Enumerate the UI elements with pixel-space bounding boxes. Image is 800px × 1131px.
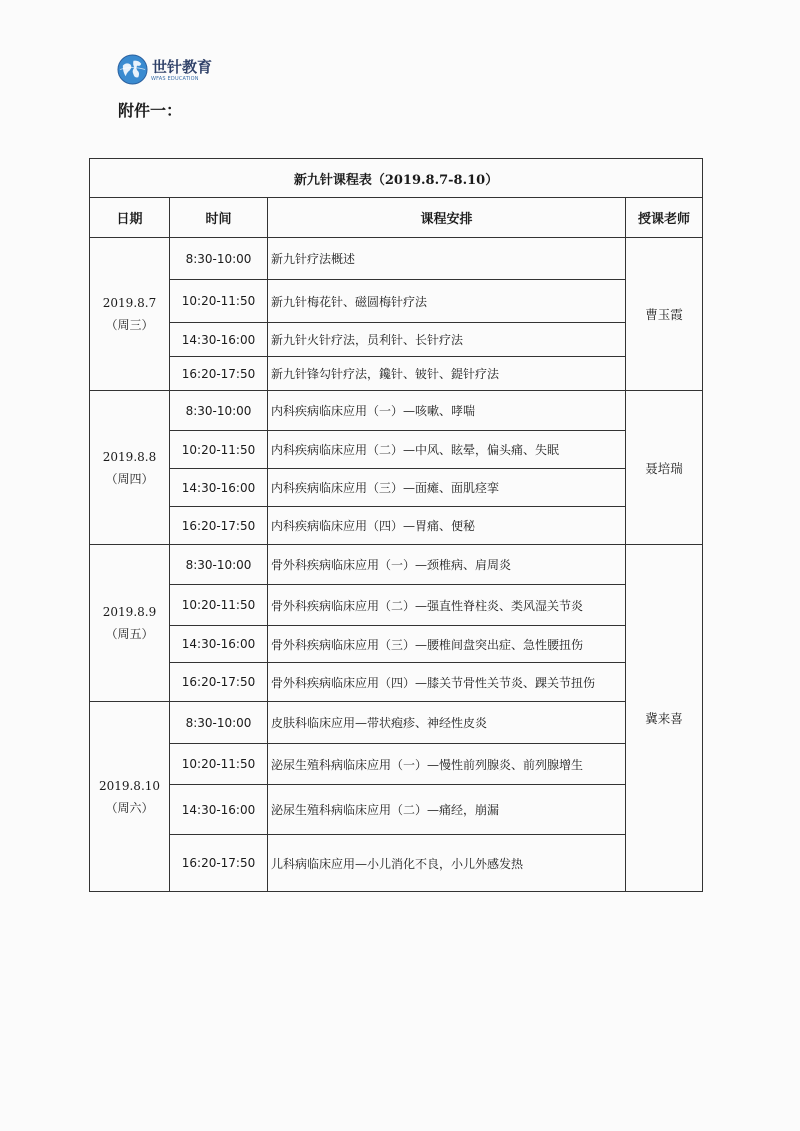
teacher-cell: 聂培瑞 (626, 391, 703, 545)
course-cell: 皮肤科临床应用—带状疱疹、神经性皮炎 (268, 702, 626, 744)
teacher-cell: 曹玉霞 (626, 238, 703, 391)
time-cell: 10:20-11:50 (170, 744, 268, 785)
course-cell: 新九针火针疗法，员利针、长针疗法 (268, 323, 626, 357)
table-row (90, 469, 703, 507)
table-row (90, 785, 703, 835)
column-header-teacher: 授课老师 (626, 198, 703, 238)
table-row (90, 545, 703, 585)
table-row (90, 357, 703, 391)
date-cell (90, 702, 170, 892)
course-cell: 骨外科疾病临床应用（一）—颈椎病、肩周炎 (268, 545, 626, 585)
course-cell: 内科疾病临床应用（三）—面瘫、面肌痉挛 (268, 469, 626, 507)
table-row (90, 280, 703, 323)
weekday-text: （周五） (105, 627, 154, 641)
table-row (90, 585, 703, 626)
time-cell: 8:30-10:00 (170, 238, 268, 280)
date-text: 2019.8.10 (98, 778, 161, 793)
time-cell: 8:30-10:00 (170, 702, 268, 744)
table-row (90, 391, 703, 431)
time-cell: 8:30-10:00 (170, 545, 268, 585)
date-cell (90, 391, 170, 545)
table-row (90, 507, 703, 545)
logo-subtext: WFAS EDUCATION (151, 76, 199, 82)
time-cell: 14:30-16:00 (170, 626, 268, 663)
table-title-row (90, 159, 703, 198)
course-cell: 泌尿生殖科病临床应用（二）—痛经，崩漏 (268, 785, 626, 835)
course-cell: 骨外科疾病临床应用（四）—膝关节骨性关节炎、踝关节扭伤 (268, 663, 626, 702)
time-cell: 14:30-16:00 (170, 785, 268, 835)
course-cell: 泌尿生殖科病临床应用（一）—慢性前列腺炎、前列腺增生 (268, 744, 626, 785)
time-cell: 16:20-17:50 (170, 663, 268, 702)
weekday-text: （周三） (105, 318, 154, 332)
time-cell: 10:20-11:50 (170, 280, 268, 323)
time-cell: 14:30-16:00 (170, 323, 268, 357)
logo (117, 52, 227, 88)
date-cell (90, 545, 170, 702)
course-cell: 骨外科疾病临床应用（二）—强直性脊柱炎、类风湿关节炎 (268, 585, 626, 626)
table-title: 新九针课程表（2019.8.7-8.10） (90, 159, 703, 198)
course-cell: 内科疾病临床应用（一）—咳嗽、哮喘 (268, 391, 626, 431)
time-cell: 16:20-17:50 (170, 835, 268, 892)
column-header-course: 课程安排 (268, 198, 626, 238)
weekday-text: （周六） (105, 800, 154, 815)
course-cell: 内科疾病临床应用（二）—中风、眩晕，偏头痛、失眠 (268, 431, 626, 469)
table-row (90, 626, 703, 663)
table-row (90, 702, 703, 744)
attachment-label: 附件一： (118, 101, 183, 120)
date-text: 2019.8.9 (102, 605, 157, 619)
course-schedule-table (89, 158, 703, 892)
column-header-time: 时间 (170, 198, 268, 238)
logo-text: 世针教育 (152, 58, 213, 76)
time-cell: 16:20-17:50 (170, 507, 268, 545)
date-text: 2019.8.7 (102, 296, 157, 310)
column-header-date: 日期 (90, 198, 170, 238)
date-cell (90, 238, 170, 391)
course-cell: 新九针锋勾针疗法，鑱针、铍针、鍉针疗法 (268, 357, 626, 391)
time-cell: 10:20-11:50 (170, 585, 268, 626)
time-cell: 14:30-16:00 (170, 469, 268, 507)
date-text: 2019.8.8 (102, 449, 157, 464)
course-cell: 儿科病临床应用—小儿消化不良，小儿外感发热 (268, 835, 626, 892)
time-cell: 16:20-17:50 (170, 357, 268, 391)
course-cell: 新九针疗法概述 (268, 238, 626, 280)
course-cell: 内科疾病临床应用（四）—胃痛、便秘 (268, 507, 626, 545)
course-cell: 骨外科疾病临床应用（三）—腰椎间盘突出症、急性腰扭伤 (268, 626, 626, 663)
weekday-text: （周四） (105, 471, 154, 486)
globe-icon (117, 54, 148, 85)
table-header-row (90, 198, 703, 238)
table-row (90, 431, 703, 469)
table-row (90, 663, 703, 702)
course-cell: 新九针梅花针、磁圆梅针疗法 (268, 280, 626, 323)
table-row (90, 744, 703, 785)
table-row (90, 835, 703, 892)
time-cell: 10:20-11:50 (170, 431, 268, 469)
table-row (90, 323, 703, 357)
teacher-cell: 冀来喜 (626, 545, 703, 892)
table-row (90, 238, 703, 280)
time-cell: 8:30-10:00 (170, 391, 268, 431)
